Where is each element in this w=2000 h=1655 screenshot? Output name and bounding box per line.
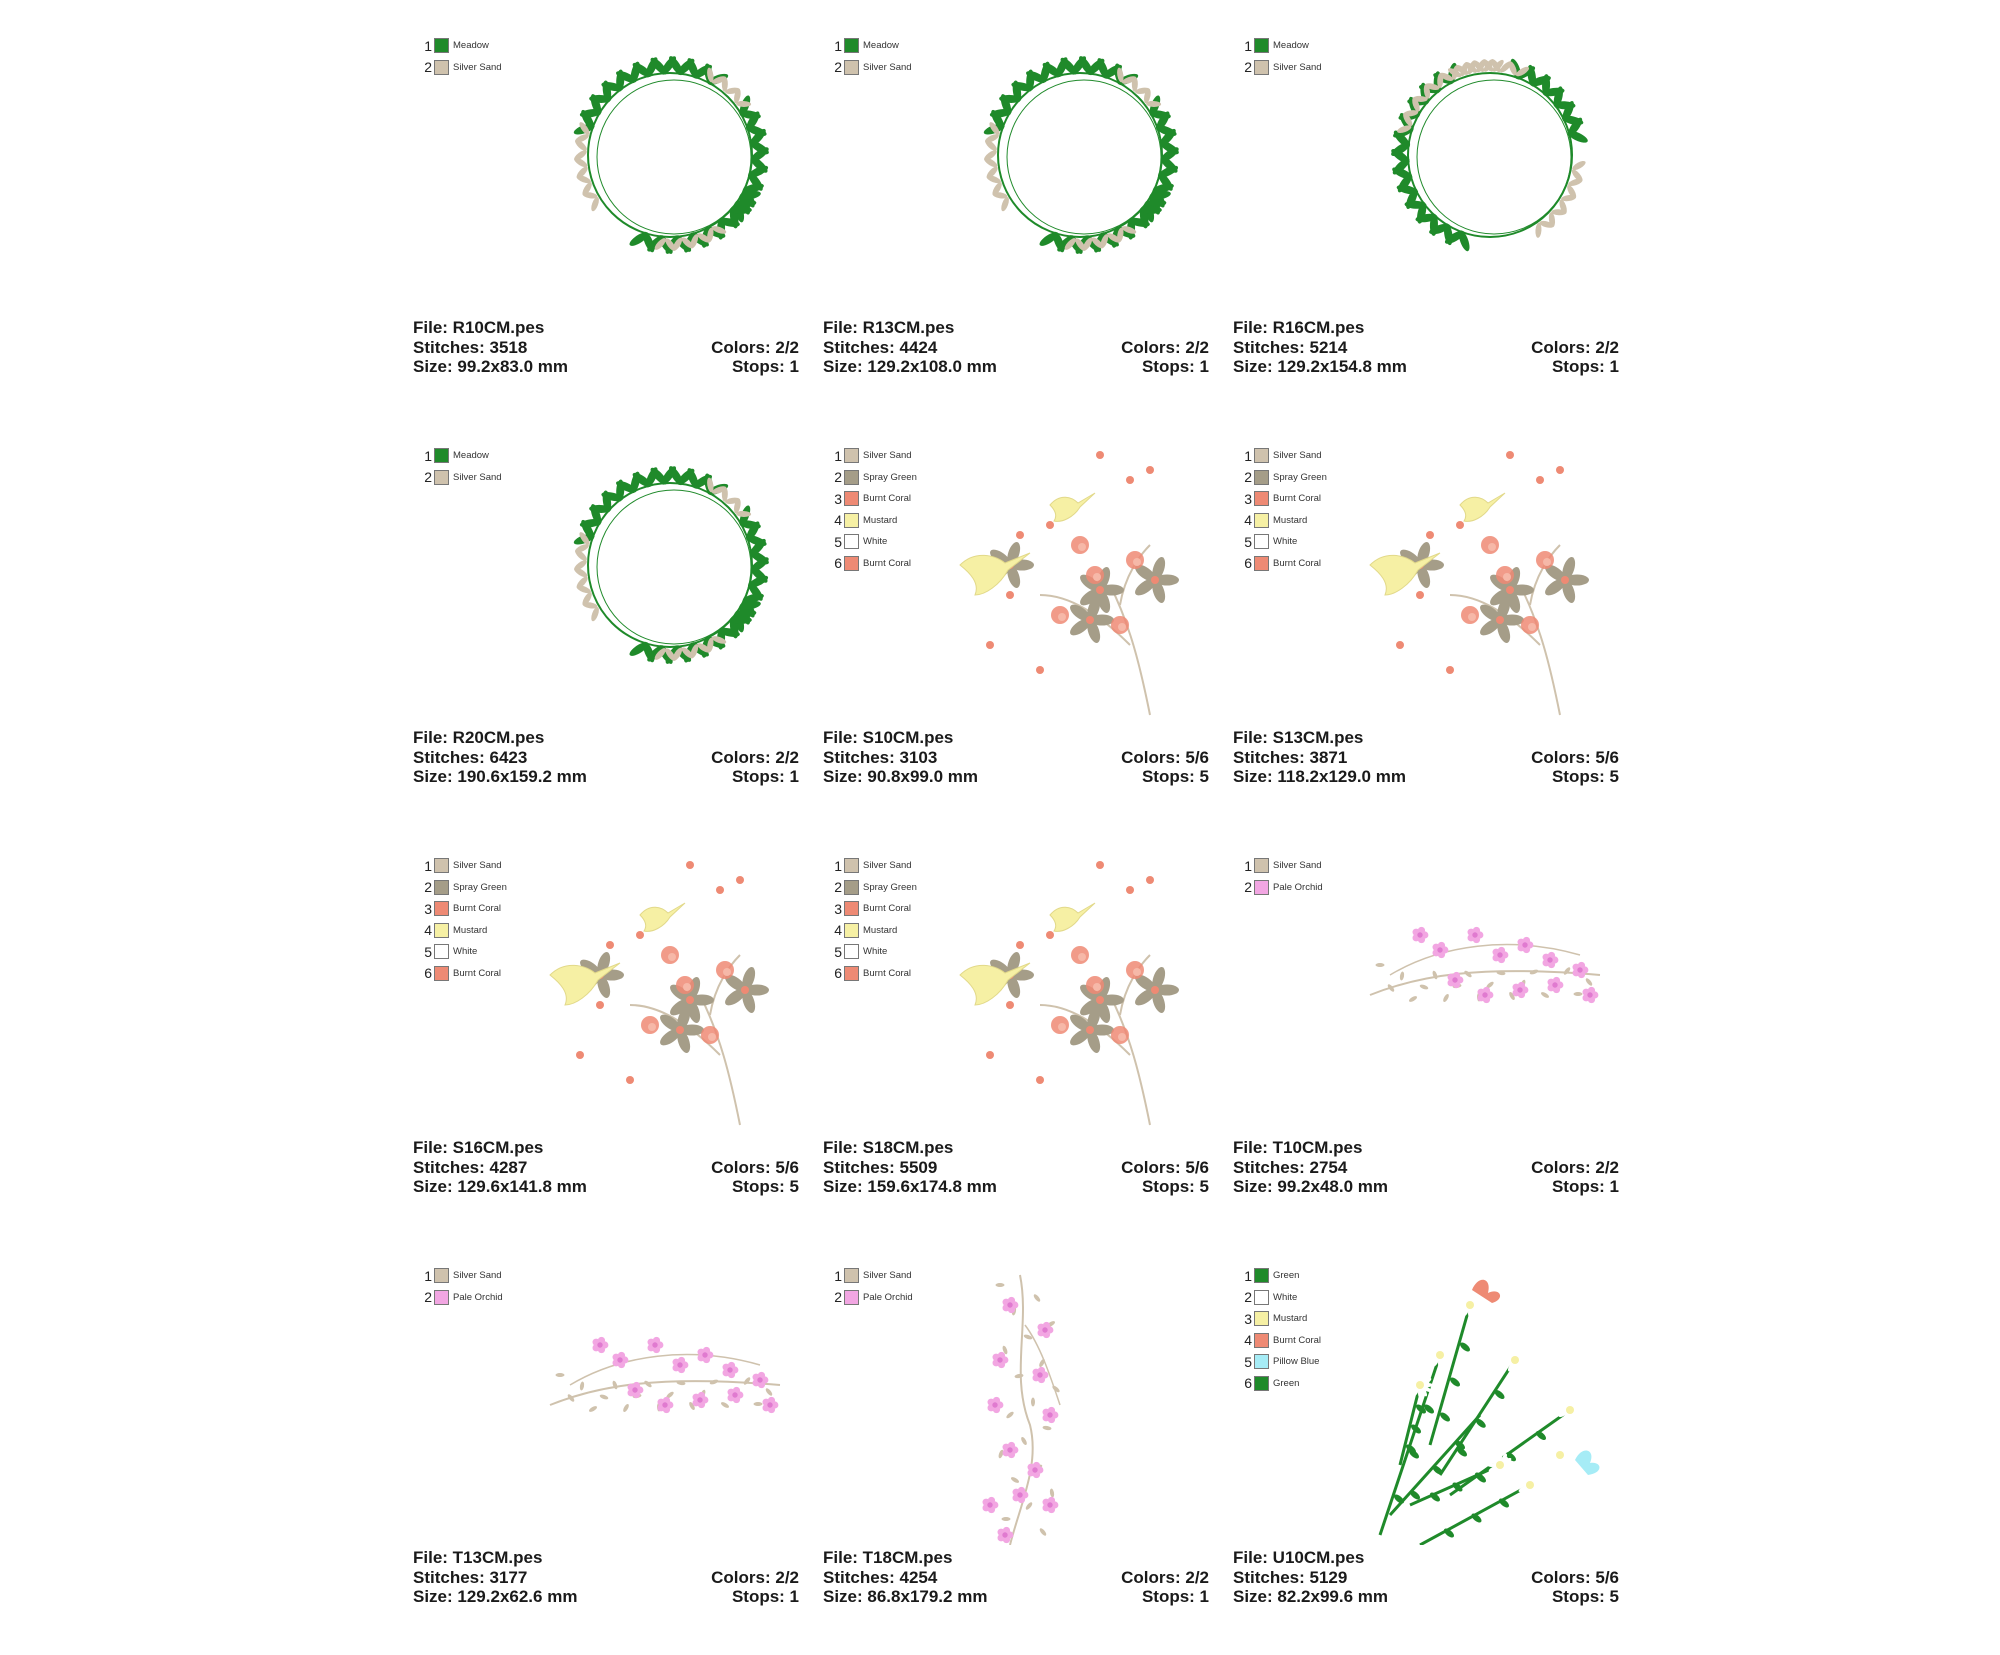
legend-number: 2: [834, 59, 842, 76]
legend-color-name: White: [453, 946, 478, 958]
hummingbird-motif: [960, 861, 1179, 1125]
legend-number: 2: [1244, 469, 1252, 486]
color-swatch: [844, 880, 859, 895]
legend-number: 5: [424, 943, 432, 960]
design-size: Size: 90.8x99.0 mm: [823, 767, 978, 786]
legend-row: [420, 963, 507, 985]
file-name: File: S13CM.pes: [1233, 728, 1364, 747]
hummingbird-motif: [960, 451, 1179, 715]
color-swatch: [1254, 534, 1269, 549]
legend-number: 2: [1244, 1289, 1252, 1306]
legend-row: [1240, 488, 1327, 510]
embroidery-preview: [540, 1265, 800, 1545]
color-count: Colors: 2/2: [1121, 337, 1209, 357]
embroidery-preview: [1360, 1265, 1620, 1545]
design-info: [1233, 1548, 1619, 1607]
color-legend: [1240, 35, 1322, 78]
legend-number: 5: [1244, 533, 1252, 550]
legend-row: [420, 35, 502, 57]
color-swatch: [434, 38, 449, 53]
design-size: Size: 99.2x48.0 mm: [1233, 1177, 1388, 1196]
legend-color-name: Burnt Coral: [453, 967, 502, 979]
color-count: Colors: 2/2: [711, 1567, 799, 1587]
legend-color-name: Mustard: [453, 924, 488, 936]
file-name: File: T18CM.pes: [823, 1548, 953, 1567]
legend-number: 5: [834, 943, 842, 960]
legend-row: [830, 1265, 913, 1287]
legend-row: [1240, 553, 1327, 575]
legend-row: [830, 941, 917, 963]
design-info: [823, 1138, 1209, 1197]
file-name: File: S10CM.pes: [823, 728, 954, 747]
legend-number: 1: [834, 1267, 842, 1284]
legend-color-name: Mustard: [1273, 514, 1308, 526]
legend-row: [830, 877, 917, 899]
design-size: Size: 118.2x129.0 mm: [1233, 767, 1406, 786]
design-info: [413, 318, 799, 377]
design-size: Size: 82.2x99.6 mm: [1233, 1587, 1388, 1606]
legend-row: [420, 941, 507, 963]
design-size: Size: 190.6x159.2 mm: [413, 767, 587, 786]
legend-row: [1240, 510, 1327, 532]
hummingbird-motif: [550, 861, 769, 1125]
legend-number: 1: [834, 37, 842, 54]
stitch-count: Stitches: 4287: [413, 1157, 528, 1177]
color-legend: [420, 35, 502, 78]
color-legend: [830, 445, 917, 574]
embroidery-preview: [950, 35, 1210, 315]
legend-color-name: Silver Sand: [453, 860, 502, 872]
design-card: [820, 445, 1210, 835]
stitch-count: Stitches: 5129: [1233, 1567, 1348, 1587]
legend-color-name: Silver Sand: [453, 471, 502, 483]
embroidery-preview: [540, 445, 800, 725]
legend-row: [830, 855, 917, 877]
legend-number: 2: [834, 1289, 842, 1306]
design-card: [1230, 855, 1620, 1245]
legend-row: [1240, 445, 1327, 467]
blossom-branch-motif: [1370, 927, 1600, 1003]
stitch-count: Stitches: 3177: [413, 1567, 528, 1587]
blossom-branch-motif: [983, 1275, 1061, 1545]
legend-row: [1240, 1265, 1321, 1287]
design-size: Size: 159.6x174.8 mm: [823, 1177, 997, 1196]
color-legend: [420, 1265, 503, 1308]
color-swatch: [844, 966, 859, 981]
color-legend: [1240, 445, 1327, 574]
color-swatch: [434, 470, 449, 485]
legend-number: 6: [424, 965, 432, 982]
color-count: Colors: 5/6: [1531, 1567, 1619, 1587]
legend-row: [420, 920, 507, 942]
legend-color-name: Mustard: [863, 924, 898, 936]
embroidery-preview: [540, 855, 800, 1135]
stitch-count: Stitches: 5214: [1233, 337, 1348, 357]
file-name: File: R10CM.pes: [413, 318, 545, 337]
legend-number: 5: [1244, 1353, 1252, 1370]
legend-number: 2: [1244, 59, 1252, 76]
color-swatch: [1254, 38, 1269, 53]
legend-row: [420, 855, 507, 877]
color-swatch: [844, 1290, 859, 1305]
stop-count: Stops: 5: [731, 1177, 799, 1196]
legend-color-name: White: [1273, 536, 1298, 548]
color-swatch: [844, 858, 859, 873]
legend-number: 2: [424, 59, 432, 76]
color-legend: [420, 445, 502, 488]
design-info: [413, 728, 799, 787]
design-info: [823, 728, 1209, 787]
legend-row: [830, 898, 917, 920]
legend-color-name: Meadow: [863, 40, 899, 52]
legend-row: [830, 553, 917, 575]
design-info: [823, 1548, 1209, 1607]
color-legend: [420, 855, 507, 984]
legend-number: 1: [1244, 447, 1252, 464]
design-size: Size: 99.2x83.0 mm: [413, 357, 568, 376]
legend-color-name: Silver Sand: [453, 61, 502, 73]
hummingbird-motif: [1370, 451, 1589, 715]
stop-count: Stops: 1: [731, 1587, 799, 1606]
wreath-motif: [573, 54, 771, 256]
stitch-count: Stitches: 5509: [823, 1157, 938, 1177]
legend-number: 1: [834, 857, 842, 874]
legend-color-name: Pale Orchid: [863, 1291, 913, 1303]
color-swatch: [1254, 556, 1269, 571]
stop-count: Stops: 1: [1551, 357, 1619, 376]
legend-number: 1: [1244, 857, 1252, 874]
embroidery-preview: [950, 445, 1210, 725]
legend-row: [830, 35, 912, 57]
legend-row: [830, 1287, 913, 1309]
design-card: [820, 35, 1210, 425]
color-swatch: [844, 556, 859, 571]
legend-number: 4: [1244, 512, 1252, 529]
legend-row: [1240, 531, 1327, 553]
legend-color-name: Silver Sand: [863, 1270, 912, 1282]
color-swatch: [1254, 1268, 1269, 1283]
legend-color-name: Green: [1273, 1377, 1300, 1389]
legend-color-name: Burnt Coral: [863, 967, 912, 979]
stitch-count: Stitches: 4424: [823, 337, 938, 357]
color-count: Colors: 2/2: [711, 337, 799, 357]
color-swatch: [434, 880, 449, 895]
embroidery-preview: [540, 35, 800, 315]
embroidery-preview: [950, 855, 1210, 1135]
legend-number: 1: [424, 857, 432, 874]
design-card: [1230, 35, 1620, 425]
legend-row: [1240, 1351, 1321, 1373]
color-swatch: [844, 534, 859, 549]
embroidery-preview: [950, 1265, 1210, 1545]
color-swatch: [1254, 448, 1269, 463]
legend-color-name: Spray Green: [453, 881, 507, 893]
legend-number: 4: [424, 922, 432, 939]
legend-number: 6: [834, 555, 842, 572]
legend-color-name: Mustard: [1273, 1313, 1308, 1325]
blossom-branch-motif: [550, 1337, 780, 1413]
color-count: Colors: 5/6: [1531, 747, 1619, 767]
legend-number: 4: [834, 922, 842, 939]
stop-count: Stops: 5: [1141, 1177, 1209, 1196]
stop-count: Stops: 5: [1551, 767, 1619, 786]
color-count: Colors: 2/2: [1531, 337, 1619, 357]
color-swatch: [1254, 513, 1269, 528]
legend-row: [1240, 1330, 1321, 1352]
legend-row: [1240, 57, 1322, 79]
color-swatch: [844, 448, 859, 463]
legend-color-name: Meadow: [453, 450, 489, 462]
file-name: File: T10CM.pes: [1233, 1138, 1363, 1157]
legend-color-name: White: [1273, 1291, 1298, 1303]
design-size: Size: 129.6x141.8 mm: [413, 1177, 587, 1196]
legend-row: [830, 57, 912, 79]
wreath-motif: [573, 464, 771, 666]
stitch-count: Stitches: 3871: [1233, 747, 1348, 767]
legend-number: 3: [834, 490, 842, 507]
legend-row: [420, 1287, 503, 1309]
legend-color-name: Green: [1273, 1270, 1300, 1282]
stitch-count: Stitches: 2754: [1233, 1157, 1348, 1177]
legend-color-name: Mustard: [863, 514, 898, 526]
design-info: [1233, 318, 1619, 377]
legend-row: [420, 898, 507, 920]
legend-row: [830, 510, 917, 532]
legend-color-name: Silver Sand: [1273, 860, 1322, 872]
legend-row: [420, 445, 502, 467]
color-swatch: [1254, 470, 1269, 485]
color-swatch: [1254, 1311, 1269, 1326]
wreath-motif: [983, 54, 1181, 256]
stitch-count: Stitches: 4254: [823, 1567, 938, 1587]
legend-number: 4: [834, 512, 842, 529]
design-size: Size: 129.2x108.0 mm: [823, 357, 997, 376]
design-card: [820, 855, 1210, 1245]
design-info: [823, 318, 1209, 377]
embroidery-preview: [1360, 445, 1620, 725]
color-swatch: [844, 470, 859, 485]
legend-number: 1: [424, 37, 432, 54]
color-swatch: [1254, 1290, 1269, 1305]
legend-color-name: Silver Sand: [863, 860, 912, 872]
legend-number: 3: [424, 900, 432, 917]
stop-count: Stops: 5: [1551, 1587, 1619, 1606]
color-count: Colors: 2/2: [1121, 1567, 1209, 1587]
legend-row: [1240, 1373, 1321, 1395]
color-swatch: [844, 60, 859, 75]
design-card: [820, 1265, 1210, 1655]
color-swatch: [434, 1290, 449, 1305]
legend-number: 2: [424, 469, 432, 486]
legend-color-name: Meadow: [1273, 40, 1309, 52]
file-name: File: R20CM.pes: [413, 728, 545, 747]
legend-number: 4: [1244, 1332, 1252, 1349]
color-legend: [830, 35, 912, 78]
legend-number: 1: [1244, 37, 1252, 54]
legend-row: [830, 531, 917, 553]
legend-row: [830, 963, 917, 985]
legend-number: 2: [834, 879, 842, 896]
stitch-count: Stitches: 6423: [413, 747, 528, 767]
legend-color-name: White: [863, 536, 888, 548]
color-count: Colors: 2/2: [711, 747, 799, 767]
color-legend: [1240, 1265, 1321, 1394]
legend-number: 2: [424, 1289, 432, 1306]
file-name: File: S16CM.pes: [413, 1138, 544, 1157]
design-size: Size: 86.8x179.2 mm: [823, 1587, 988, 1606]
legend-color-name: Spray Green: [1273, 471, 1327, 483]
color-swatch: [434, 858, 449, 873]
stop-count: Stops: 1: [731, 357, 799, 376]
legend-color-name: Pale Orchid: [1273, 881, 1323, 893]
color-swatch: [844, 513, 859, 528]
stop-count: Stops: 1: [731, 767, 799, 786]
color-swatch: [844, 923, 859, 938]
legend-number: 5: [834, 533, 842, 550]
legend-row: [830, 445, 917, 467]
legend-row: [420, 467, 502, 489]
legend-color-name: Burnt Coral: [1273, 1334, 1322, 1346]
color-swatch: [1254, 491, 1269, 506]
legend-number: 1: [834, 447, 842, 464]
legend-number: 3: [834, 900, 842, 917]
legend-number: 3: [1244, 490, 1252, 507]
design-card: [1230, 445, 1620, 835]
color-swatch: [1254, 1376, 1269, 1391]
design-size: Size: 129.2x154.8 mm: [1233, 357, 1407, 376]
legend-number: 2: [1244, 879, 1252, 896]
legend-row: [1240, 877, 1323, 899]
color-swatch: [844, 944, 859, 959]
stitch-count: Stitches: 3103: [823, 747, 938, 767]
legend-number: 2: [834, 469, 842, 486]
legend-row: [830, 920, 917, 942]
legend-number: 6: [834, 965, 842, 982]
legend-row: [1240, 467, 1327, 489]
embroidery-preview: [1360, 855, 1620, 1135]
wreath-motif: [1389, 58, 1589, 253]
legend-number: 6: [1244, 555, 1252, 572]
color-swatch: [434, 60, 449, 75]
legend-color-name: Pale Orchid: [453, 1291, 503, 1303]
color-legend: [830, 855, 917, 984]
design-info: [413, 1138, 799, 1197]
color-swatch: [844, 491, 859, 506]
legend-color-name: Pillow Blue: [1273, 1356, 1320, 1368]
color-count: Colors: 2/2: [1531, 1157, 1619, 1177]
legend-number: 1: [424, 1267, 432, 1284]
file-name: File: R16CM.pes: [1233, 318, 1365, 337]
legend-color-name: Burnt Coral: [1273, 557, 1322, 569]
color-legend: [1240, 855, 1323, 898]
daisy-motif: [1380, 1280, 1600, 1545]
design-card: [410, 445, 800, 835]
color-swatch: [434, 901, 449, 916]
stop-count: Stops: 1: [1141, 357, 1209, 376]
color-swatch: [434, 966, 449, 981]
legend-color-name: Silver Sand: [1273, 61, 1322, 73]
color-swatch: [1254, 880, 1269, 895]
color-swatch: [434, 1268, 449, 1283]
legend-number: 1: [1244, 1267, 1252, 1284]
design-info: [1233, 1138, 1619, 1197]
legend-color-name: White: [863, 946, 888, 958]
color-swatch: [844, 901, 859, 916]
legend-color-name: Spray Green: [863, 471, 917, 483]
legend-color-name: Silver Sand: [863, 450, 912, 462]
file-name: File: R13CM.pes: [823, 318, 955, 337]
legend-color-name: Spray Green: [863, 881, 917, 893]
design-info: [413, 1548, 799, 1607]
stop-count: Stops: 1: [1141, 1587, 1209, 1606]
legend-row: [830, 488, 917, 510]
file-name: File: T13CM.pes: [413, 1548, 543, 1567]
legend-color-name: Meadow: [453, 40, 489, 52]
legend-number: 3: [1244, 1310, 1252, 1327]
design-card: [1230, 1265, 1620, 1655]
legend-color-name: Silver Sand: [1273, 450, 1322, 462]
color-swatch: [1254, 60, 1269, 75]
legend-color-name: Burnt Coral: [453, 903, 502, 915]
file-name: File: S18CM.pes: [823, 1138, 954, 1157]
legend-color-name: Silver Sand: [453, 1270, 502, 1282]
stitch-count: Stitches: 3518: [413, 337, 528, 357]
stop-count: Stops: 5: [1141, 767, 1209, 786]
legend-row: [420, 1265, 503, 1287]
color-count: Colors: 5/6: [711, 1157, 799, 1177]
legend-color-name: Burnt Coral: [863, 903, 912, 915]
legend-row: [830, 467, 917, 489]
legend-row: [420, 877, 507, 899]
legend-number: 1: [424, 447, 432, 464]
legend-row: [1240, 855, 1323, 877]
design-size: Size: 129.2x62.6 mm: [413, 1587, 578, 1606]
design-card: [410, 855, 800, 1245]
color-swatch: [1254, 1333, 1269, 1348]
legend-row: [1240, 35, 1322, 57]
legend-color-name: Burnt Coral: [863, 493, 912, 505]
legend-row: [1240, 1287, 1321, 1309]
legend-row: [420, 57, 502, 79]
legend-color-name: Silver Sand: [863, 61, 912, 73]
color-swatch: [434, 944, 449, 959]
design-card: [410, 1265, 800, 1655]
legend-number: 2: [424, 879, 432, 896]
color-swatch: [434, 448, 449, 463]
color-count: Colors: 5/6: [1121, 1157, 1209, 1177]
embroidery-preview: [1360, 35, 1620, 315]
color-swatch: [844, 1268, 859, 1283]
design-card: [410, 35, 800, 425]
color-legend: [830, 1265, 913, 1308]
stop-count: Stops: 1: [1551, 1177, 1619, 1196]
color-swatch: [844, 38, 859, 53]
color-swatch: [1254, 858, 1269, 873]
file-name: File: U10CM.pes: [1233, 1548, 1365, 1567]
legend-color-name: Burnt Coral: [863, 557, 912, 569]
legend-number: 6: [1244, 1375, 1252, 1392]
legend-color-name: Burnt Coral: [1273, 493, 1322, 505]
color-count: Colors: 5/6: [1121, 747, 1209, 767]
design-info: [1233, 728, 1619, 787]
legend-row: [1240, 1308, 1321, 1330]
color-swatch: [1254, 1354, 1269, 1369]
color-swatch: [434, 923, 449, 938]
